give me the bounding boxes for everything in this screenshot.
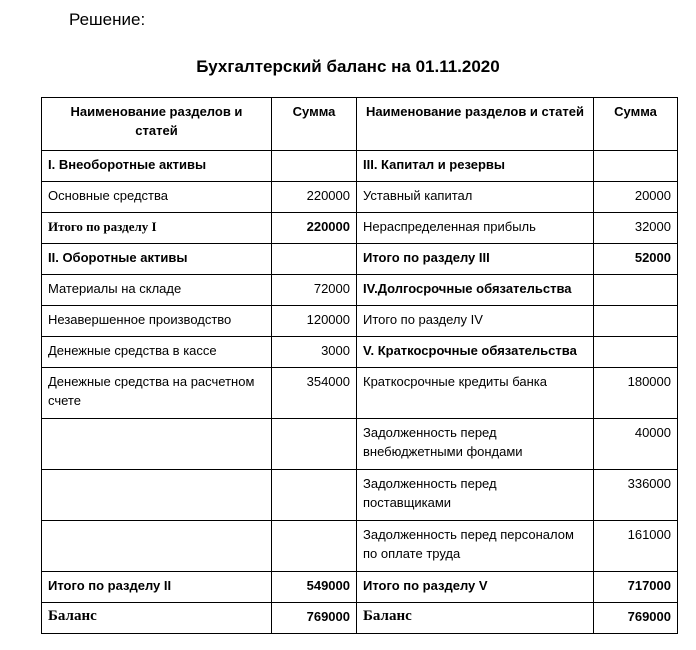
liability-item-label: Краткосрочные кредиты банка <box>357 368 594 419</box>
section-total-label: Итого по разделу III <box>357 244 594 275</box>
section-header-liabilities: V. Краткосрочные обязательства <box>357 337 594 368</box>
column-header-assets-name: Наименование разделов и статей <box>42 98 272 151</box>
table-header-row <box>42 98 678 151</box>
balance-total-amount: 769000 <box>272 603 357 634</box>
section-total-label: Итого по разделу II <box>42 572 272 603</box>
liability-item-amount: 20000 <box>594 182 678 213</box>
amount-cell <box>594 337 678 368</box>
liability-item-label: Нераспределенная прибыль <box>357 213 594 244</box>
amount-cell <box>594 306 678 337</box>
section-total-label: Итого по разделу V <box>357 572 594 603</box>
liability-item-amount: 161000 <box>594 521 678 572</box>
asset-item-amount: 120000 <box>272 306 357 337</box>
section-total-amount: 220000 <box>272 213 357 244</box>
section-total-amount: 52000 <box>594 244 678 275</box>
liability-item-label: Уставный капитал <box>357 182 594 213</box>
table-row <box>42 521 678 572</box>
balance-total-amount: 769000 <box>594 603 678 634</box>
liability-item-label: Задолженность перед поставщиками <box>357 470 594 521</box>
empty-cell <box>42 470 272 521</box>
liability-item-amount: 40000 <box>594 419 678 470</box>
asset-item-amount: 354000 <box>272 368 357 419</box>
asset-item-amount: 3000 <box>272 337 357 368</box>
empty-cell <box>272 419 357 470</box>
balance-total-label: Баланс <box>357 603 594 634</box>
section-total-amount: 549000 <box>272 572 357 603</box>
empty-cell <box>42 521 272 572</box>
amount-cell <box>594 275 678 306</box>
balance-table <box>41 97 678 634</box>
liability-item-amount: 336000 <box>594 470 678 521</box>
solution-heading: Решение: <box>69 10 146 29</box>
section-header-liabilities: III. Капитал и резервы <box>357 151 594 182</box>
column-header-liabilities-name: Наименование разделов и статей <box>357 98 594 151</box>
table-row <box>42 151 678 182</box>
table-row <box>42 603 678 634</box>
column-header-liabilities-sum: Сумма <box>594 98 678 151</box>
liability-item-label: Задолженность перед персоналом по оплате труда <box>357 521 594 572</box>
amount-cell <box>594 151 678 182</box>
table-row <box>42 306 678 337</box>
section-total-amount: 717000 <box>594 572 678 603</box>
section-total-label: Итого по разделу IV <box>357 306 594 337</box>
table-row <box>42 419 678 470</box>
asset-item-label: Основные средства <box>42 182 272 213</box>
section-header-assets: II. Оборотные активы <box>42 244 272 275</box>
liability-item-amount: 180000 <box>594 368 678 419</box>
table-row <box>42 572 678 603</box>
empty-cell <box>272 521 357 572</box>
table-row <box>42 275 678 306</box>
table-row <box>42 182 678 213</box>
amount-cell <box>272 151 357 182</box>
table-row <box>42 213 678 244</box>
asset-item-amount: 72000 <box>272 275 357 306</box>
asset-item-label: Материалы на складе <box>42 275 272 306</box>
table-row <box>42 368 678 419</box>
section-total-label: Итого по разделу I <box>42 213 272 244</box>
table-row <box>42 244 678 275</box>
asset-item-label: Денежные средства в кассе <box>42 337 272 368</box>
asset-item-amount: 220000 <box>272 182 357 213</box>
balance-title: Бухгалтерский баланс на 01.11.2020 <box>196 57 500 76</box>
balance-total-label: Баланс <box>42 603 272 634</box>
section-header-liabilities: IV.Долгосрочные обязательства <box>357 275 594 306</box>
empty-cell <box>272 470 357 521</box>
table-row <box>42 470 678 521</box>
empty-cell <box>42 419 272 470</box>
amount-cell <box>272 244 357 275</box>
liability-item-label: Задолженность перед внебюджетными фондами <box>357 419 594 470</box>
section-header-assets: I. Внеоборотные активы <box>42 151 272 182</box>
table-row <box>42 337 678 368</box>
liability-item-amount: 32000 <box>594 213 678 244</box>
asset-item-label: Незавершенное производство <box>42 306 272 337</box>
column-header-assets-sum: Сумма <box>272 98 357 151</box>
asset-item-label: Денежные средства на расчетном счете <box>42 368 272 419</box>
